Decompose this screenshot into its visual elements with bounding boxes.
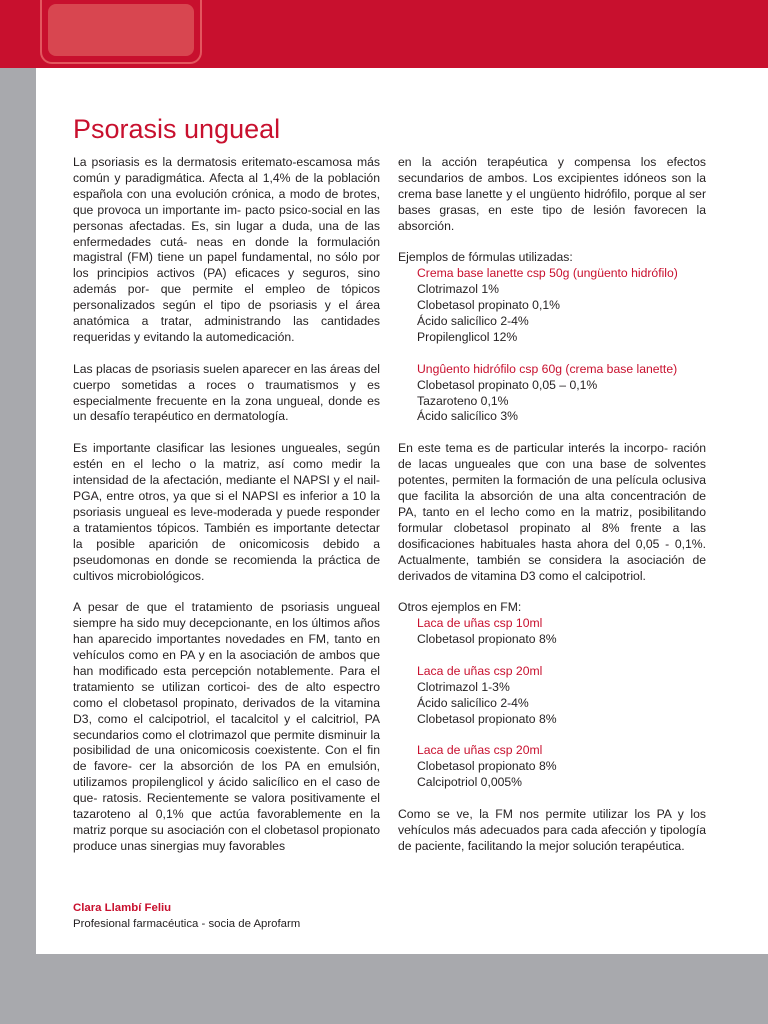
formula-item: Calcipotriol 0,005% (417, 775, 523, 790)
formula-item: Clobetasol propionato 8% (417, 632, 557, 647)
paragraph: A pesar de que el tratamiento de psoriasis ungueal siempre ha sido muy decepcionante, en los últimos años han aparecido importantes novedades en FM, tanto en vehículos como en PA y en la asociación de ambos que han modificado esta percepción notablemente. Para el tratamiento se utilizan corticoi- des de alto espectro como el clobetasol propinato, derivados de la vitamina D3, como el calcipotriol, el tacalcitol y el calcitriol, PA secundarios como el clotrimazol que permite disminuir la posibilidad de una onicomicosis coexistente. Con el fin de favore- cer la absorción de los PA en emulsión, utilizamos propilenglicol y ácido salicílico en el caso de que- ratosis. Recientemente se valora positivamente el tazaroteno al 0,1% que actúa favorablemente en la matriz porque su asociación con el clobetasol propionato produce unas sinergias muy favorables (73, 600, 380, 853)
right-column (398, 155, 706, 871)
formula-name: Laca de uñas csp 10ml (417, 616, 543, 631)
spacer (398, 648, 706, 664)
examples-heading: Ejemplos de fórmulas utilizadas: (398, 250, 573, 265)
formula-item: Ácido salicílico 2-4% (417, 695, 529, 710)
header-tab-fill (48, 4, 194, 56)
formula-item: Clotrimazol 1-3% (417, 679, 510, 694)
spacer (398, 346, 706, 362)
author-block (73, 900, 300, 932)
spacer (398, 791, 706, 807)
paragraph: Las placas de psoriasis suelen aparecer en las áreas del cuerpo sometidas a roces o traumatismos y es especialmente frecuente en la zona ungueal, donde es un desafío terapéutico en dermatología. (73, 361, 380, 424)
paragraph: Como se ve, la FM nos permite utilizar los PA y los vehículos más adecuados para cada afección y tipología de paciente, facilitando la mejor solución terapéutica. (398, 807, 706, 853)
formula-name: Ungûento hidrófilo csp 60g (crema base lanette) (417, 361, 678, 376)
formula-item: Tazaroteno 0,1% (417, 393, 509, 408)
formula-item: Clobetasol propinato 0,1% (417, 298, 560, 313)
formula-name: Laca de uñas csp 20ml (417, 743, 543, 758)
author-name: Clara Llambí Feliu (73, 902, 172, 914)
paragraph: en la acción terapéutica y compensa los efectos secundarios de ambos. Los excipientes idóneos son la crema base lanette y el ungüento hidrófilo, porque al ser bases grasas, en este tipo de lesión favorecen la absorción. (398, 155, 706, 233)
formula-item: Clobetasol propionato 8% (417, 759, 557, 774)
article-page (36, 68, 768, 954)
paragraph: En este tema es de particular interés la incorpo- ración de lacas ungueales que con una base de solventes potentes, permiten la formación de una película oclusiva que facilita la absorción de una alta concentración de PA, tanto en el lecho como en la matriz, posibilitando formular clobetasol propinato al 8% frente a las dosificaciones habituales hasta ahora del 0,05 - 0,1%. Actualmente, también se considera la asociación de derivados de vitamina D3 como el calcipotriol. (398, 441, 706, 583)
header-bar (0, 0, 768, 68)
formula-item: Ácido salicílico 3% (417, 409, 518, 424)
formula-item: Ácido salicílico 2-4% (417, 314, 529, 329)
left-column (73, 155, 380, 871)
formula-item: Clotrimazol 1% (417, 282, 499, 297)
spacer (398, 728, 706, 744)
paragraph: Es importante clasificar las lesiones ungueales, según estén en el lecho o la matriz, así como medir la intensidad de la afectación, mediante el NAPSI y el nail-PGA, entre otros, ya que si el NAPSI es inferior a 10 la psoriasis ungueal es leve-moderada y puede responder a tratamientos tópicos. También es importante detectar la posible aparición de onicomicosis debido a pseudomonas en donde se recomienda la práctica de cultivos microbiológicos. (73, 441, 380, 583)
formula-item: Clobetasol propinato 0,05 – 0,1% (417, 377, 598, 392)
formula-name: Laca de uñas csp 20ml (417, 663, 543, 678)
header-tab-frame (40, 0, 202, 64)
spacer (398, 425, 706, 441)
article-title: Psorasis ungueal (73, 114, 281, 144)
paragraph: La psoriasis es la dermatosis eritemato-escamosa más común y paradigmática. Afecta al 1,4% de la población española con una evolución crónica, a modo de brotes, que provoca un importante im- pacto psico-social en las personas afectadas. Es, sin lugar a duda, una de las enfermedades cutá- neas en donde la formulación magistral (FM) tiene un papel fundamental, no sólo por los principios activos (PA) eficaces y seguros, sino además por- que permite el empleo de tópicos personalizados según el tipo de psoriasis y el área anatómica a tratar, administrando las cantidades requeridas y evitando la automedicación. (73, 155, 380, 344)
other-examples-heading: Otros ejemplos en FM: (398, 600, 522, 615)
formula-item: Clobetasol propionato 8% (417, 711, 557, 726)
author-role: Profesional farmacéutica - socia de Aprofarm (73, 918, 301, 930)
formula-name: Crema base lanette csp 50g (ungüento hidrófilo) (417, 266, 678, 281)
formula-item: Propilenglicol 12% (417, 329, 518, 344)
